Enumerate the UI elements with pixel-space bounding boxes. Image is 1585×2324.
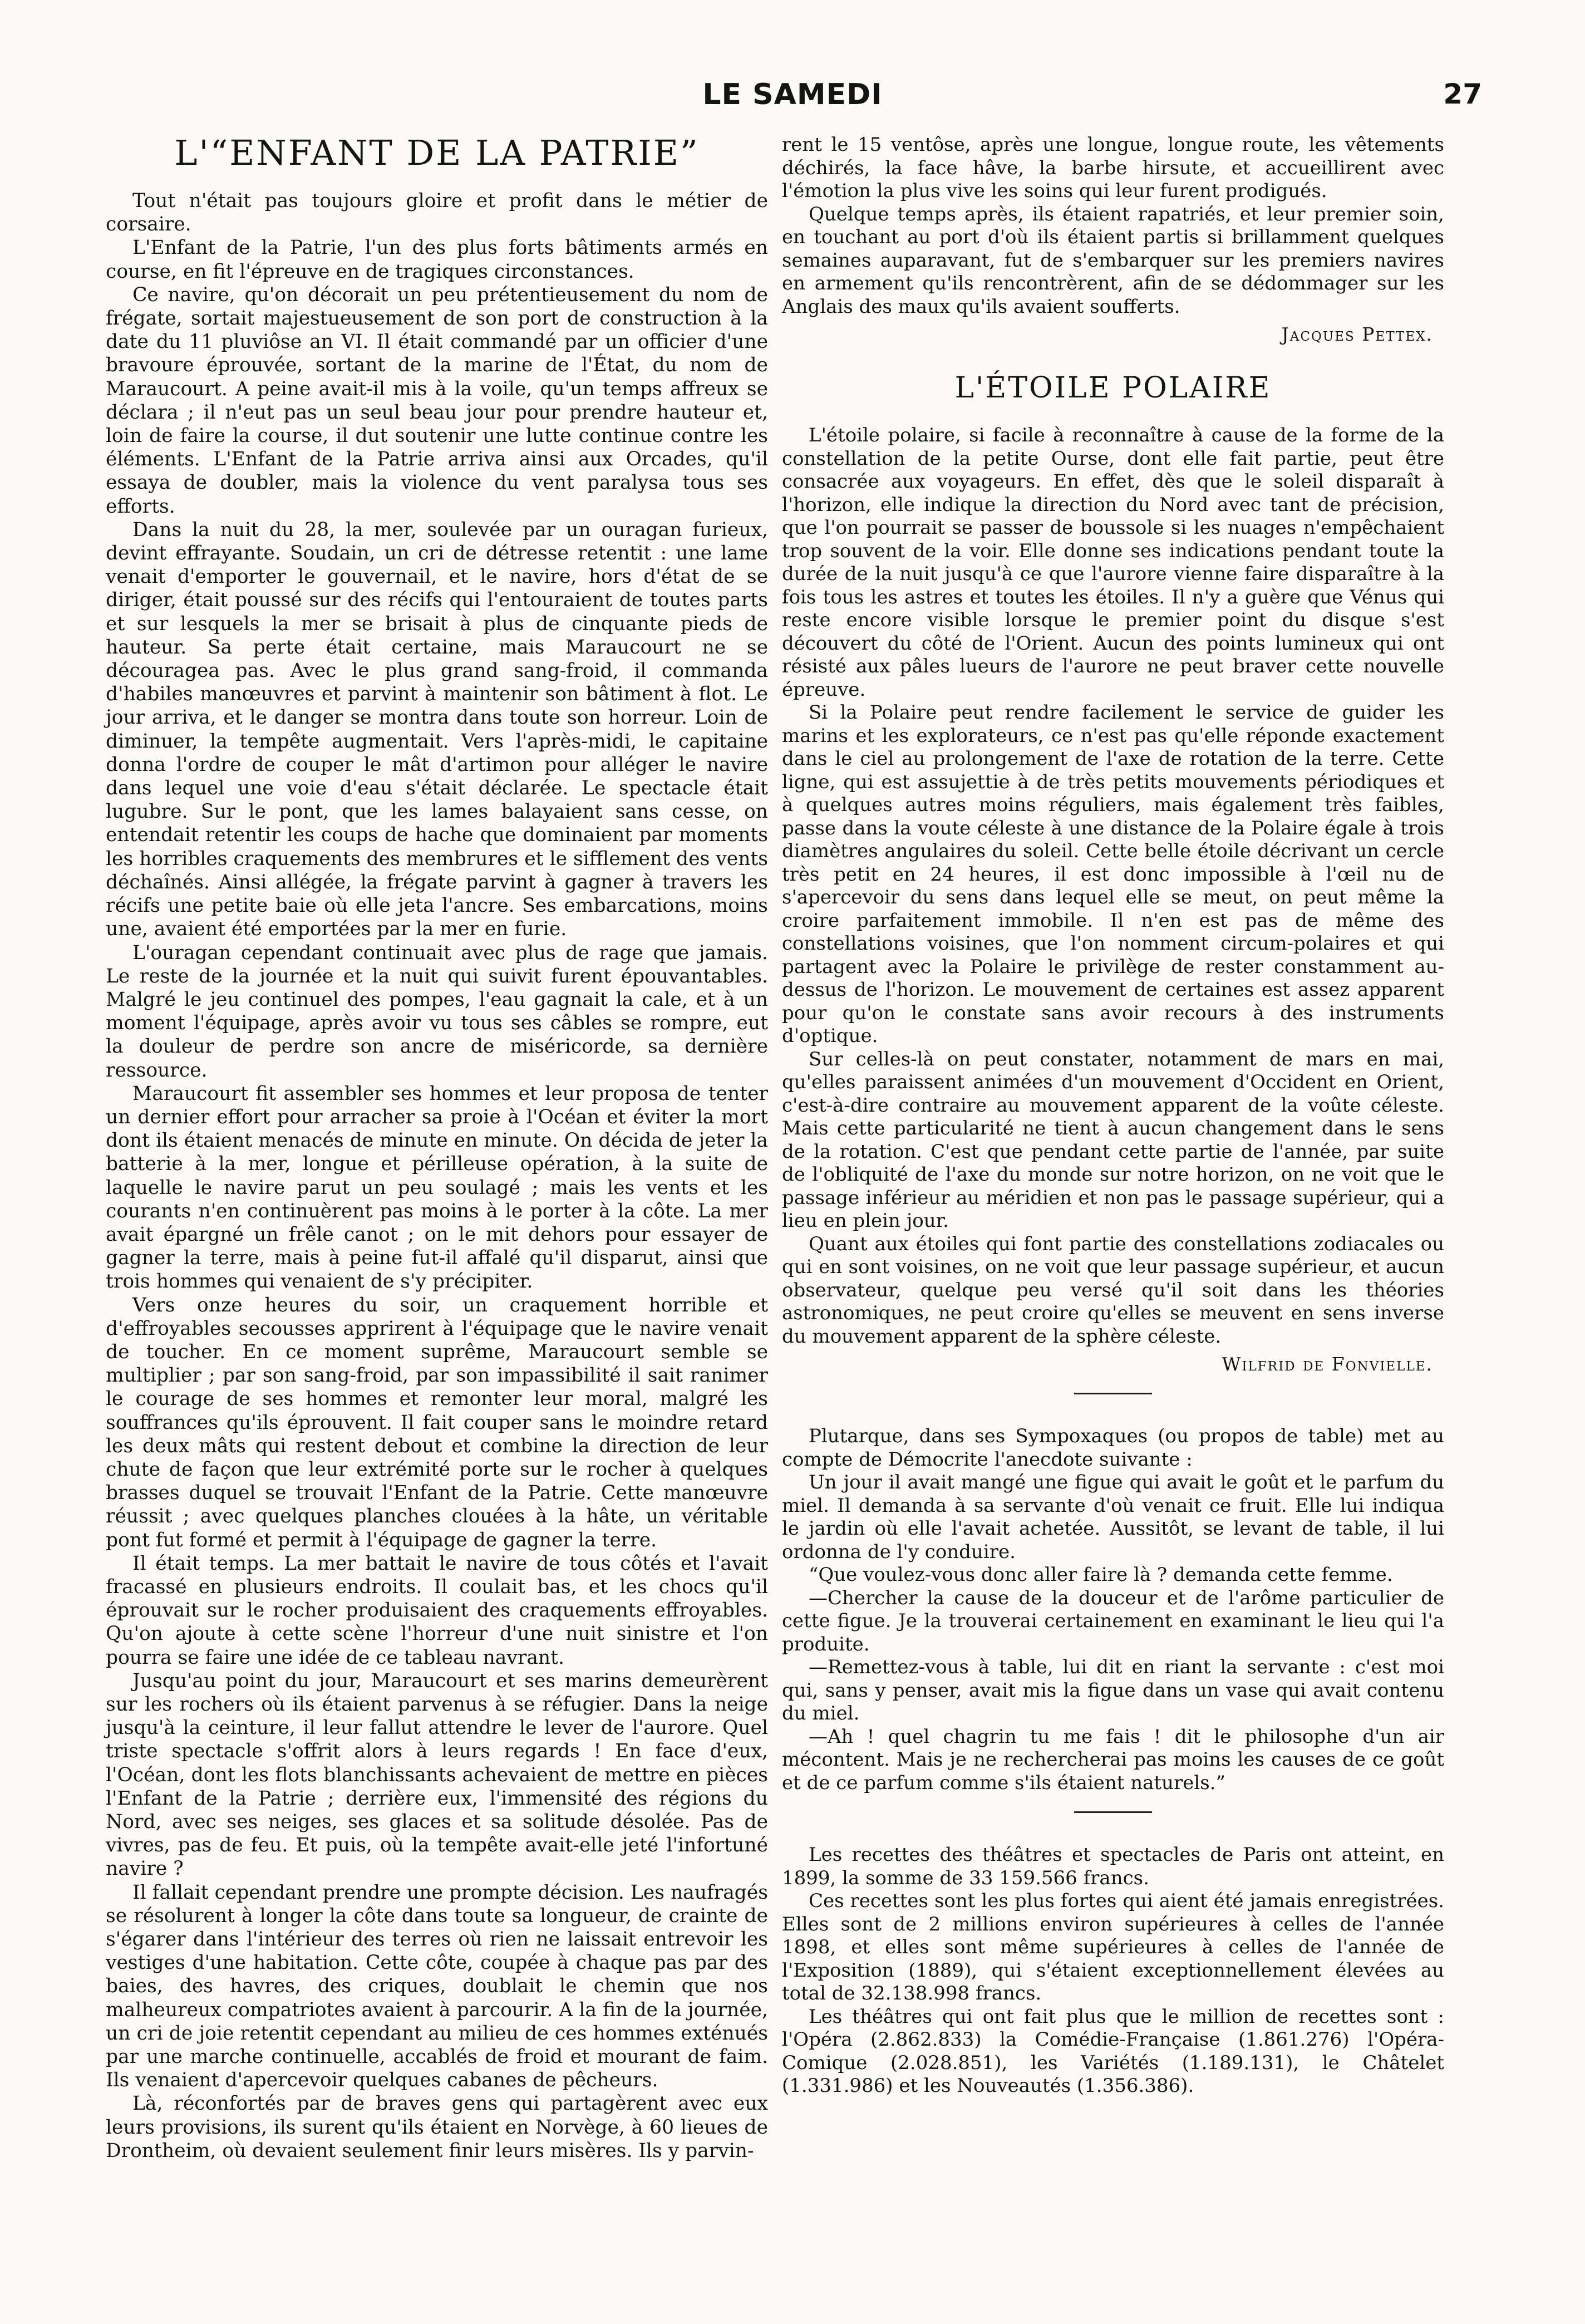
right-column [782,134,1444,2098]
paragraph: —Remettez-vous à table, lui dit en riant la servante : c'est moi qui, sans y penser, avait mis la figue dans un vase qui avait contenu du miel. [782,1656,1444,1725]
running-title: LE SAMEDI [702,78,883,111]
article-title-enfant: L'“ENFANT DE LA PATRIE” [174,132,700,173]
section-divider [1074,1393,1152,1394]
paragraph: Un jour il avait mangé une figue qui avait le goût et le parfum du miel. Il demanda à sa servante d'où venait ce fruit. Elle lui indiqua le jardin où elle l'avait achetée. Aussitôt, se levant de table, il lui ordonna de l'y conduire. [782,1471,1444,1563]
paragraph: Tout n'était pas toujours gloire et profit dans le métier de corsaire. [106,190,768,236]
paragraph: L'étoile polaire, si facile à reconnaître à cause de la forme de la constellation de la petite Ourse, dont elle fait partie, peut être consacrée aux voyageurs. En effet, dès que le soleil disparaît à l'horizon, elle indique la direction du Nord avec tant de précision, que l'on pourrait se passer de boussole si les nuages n'empêchaient trop souvent de la voir. Elle donne ses indications pendant toute la durée de la nuit jusqu'à ce que l'aurore vienne faire disparaître à la fois tous les astres et toutes les étoiles. Il n'y a guère que Vénus qui reste encore visible lorsque le premier point du disque s'est découvert du côté de l'Orient. Aucun des points lumineux qui ont résisté aux pâles lueurs de l'aurore ne peut braver cette nouvelle épreuve. [782,424,1444,701]
author-signature: Jacques Pettex. [1281,323,1433,345]
paragraph: Sur celles-là on peut constater, notamment de mars en mai, qu'elles paraissent animées d'un mouvement d'Occident en Orient, c'est-à-dire contraire au mouvement apparent de la voûte céleste. Mais cette particularité ne tient à aucun changement dans le sens de la rotation. C'est que pendant cette partie de l'année, par suite de l'obliquité de l'axe du monde sur notre horizon, on ne voit que le passage inférieur au méridien et non pas le passage supérieur, qui a lieu en plein jour. [782,1048,1444,1232]
page-number: 27 [1443,78,1482,110]
page-header [103,78,1482,128]
paragraph: Les théâtres qui ont fait plus que le million de recettes sont : l'Opéra (2.862.833) la Comédie-Française (1.861.276) l'Opéra-Comique (2.028.851), les Variétés (1.189.131), le Châtelet (1.331.986) et les Nouveautés (1.356.386). [782,2005,1444,2097]
paragraph: —Chercher la cause de la douceur et de l'arôme particulier de cette figue. Je la trouverai certainement en examinant le lieu qui l'a produite. [782,1586,1444,1655]
paragraph: Si la Polaire peut rendre facilement le service de guider les marins et les explorateurs, ce n'est pas qu'elle réponde exactement dans le ciel au prolongement de l'axe de rotation de la terre. Cette ligne, qui est assujettie à de très petits mouvements périodiques et à quelques autres moins réguliers, mais également très faibles, passe dans la voute céleste à une distance de la Polaire égale à trois diamètres angulaires du soleil. Cette belle étoile décrivant un cercle très petit en 24 heures, il est donc impossible à l'œil nu de s'apercevoir du sens dans lequel elle se meut, on peut même la croire parfaitement immobile. Il n'en est pas de même des constellations voisines, que l'on nomment circum-polaires et qui partagent avec la Polaire le privilège de rester constamment au-dessus de l'horizon. Le mouvement de certaines est assez apparent pour qu'on le constate sans avoir recours à des instruments d'optique. [782,701,1444,1048]
paragraph: Vers onze heures du soir, un craquement horrible et d'effroyables secousses apprirent à l'équipage que le navire venait de toucher. En ce moment suprême, Maraucourt semble se multiplier ; par son sang-froid, par son impassibilité il sait ranimer le courage de ses hommes et remonter leur moral, malgré les souffrances qu'ils éprouvent. Il fait couper sans le moindre retard les deux mâts qui restent debout et combine la direction de leur chute de façon que leur extrémité porte sur le rocher à quelques brasses duquel se trouvait l'Enfant de la Patrie. Cette manœuvre réussit ; avec quelques planches clouées à la hâte, un véritable pont fut formé et permit à l'équipage de gagner la terre. [106,1294,768,1551]
paragraph: —Ah ! quel chagrin tu me fais ! dit le philosophe d'un air mécontent. Mais je ne rechercherai pas moins les causes de ce goût et de ce parfum comme s'ils étaient naturels.” [782,1725,1444,1794]
paragraph: Plutarque, dans ses Sympoxaques (ou propos de table) met au compte de Démocrite l'anecdote suivante : [782,1425,1444,1471]
paragraph: Jusqu'au point du jour, Maraucourt et ses marins demeurèrent sur les rochers où ils étaient parvenus à se réfugier. Dans la neige jusqu'à la ceinture, il leur fallut attendre le lever de l'aurore. Quel triste spectacle s'offrit alors à leurs regards ! En face d'eux, l'Océan, dont les flots blanchissants achevaient de mettre en pièces l'Enfant de la Patrie ; derrière eux, l'immensité des régions du Nord, avec ses neiges, ses glaces et sa solitude désolée. Pas de vivres, pas de feu. Et puis, où la tempête avait-elle jeté l'infortuné navire ? [106,1669,768,1880]
paragraph: Quant aux étoiles qui font partie des constellations zodiacales ou qui en sont voisines, on ne voit que leur passage supérieur, et aucun observateur, quelque peu versé qu'il soit dans les théories astronomiques, ne peut croire qu'elles se meuvent en sens inverse du mouvement apparent de la sphère céleste. [782,1232,1444,1348]
left-column [106,134,768,2163]
paragraph: rent le 15 ventôse, après une longue, longue route, les vêtements déchirés, la face hâve, la barbe hirsute, et accueillirent avec l'émotion la plus vive les soins qui leur furent prodigués. [782,134,1444,202]
paragraph: Maraucourt fit assembler ses hommes et leur proposa de tenter un dernier effort pour arracher sa proie à l'Océan et éviter la mort dont ils étaient menacés de minute en minute. On décida de jeter la batterie à la mer, longue et périlleuse opération, à la suite de laquelle le navire parut un peu soulagé ; mais les vents et les courants n'en continuèrent pas moins à le porter à la côte. La mer avait épargné un frêle canot ; on le mit dehors pour essayer de gagner la terre, mais à peine fut-il affalé qu'il disparut, ainsi que trois hommes qui venaient de s'y précipiter. [106,1082,768,1293]
author-signature: Wilfrid de Fonvielle. [1222,1353,1433,1375]
section-divider [1074,1811,1152,1813]
paragraph: Dans la nuit du 28, la mer, soulevée par un ouragan furieux, devint effrayante. Soudain, un cri de détresse retentit : une lame venait d'emporter le gouvernail, et le navire, hors d'état de se diriger, était poussé sur des récifs qui l'entouraient de toutes parts et sur lesquels la mer se brisait à plus de cinquante pieds de hauteur. Sa perte était certaine, mais Maraucourt ne se découragea pas. Avec le plus grand sang-froid, il commanda d'habiles manœuvres et parvint à maintenir son bâtiment à flot. Le jour arriva, et le danger se montra dans toute son horreur. Loin de diminuer, la tempête augmentait. Vers l'après-midi, le capitaine donna l'ordre de couper le mât d'artimon pour alléger le navire dans lequel une voie d'eau s'était déclarée. Le spectacle était lugubre. Sur le pont, que les lames balayaient sans cesse, on entendait retentir les coups de hache que dominaient par moments les horribles craquements des membrures et le sifflement des vents déchaînés. Ainsi allégée, la frégate parvint à gagner à travers les récifs une petite baie où elle jeta l'ancre. Ses embarcations, moins une, avaient été emportées par la mer en furie. [106,518,768,941]
paragraph: Ces recettes sont les plus fortes qui aient été jamais enregistrées. Elles sont de 2 millions environ supérieures à celles de l'année 1898, et elles sont même supérieures à celles de l'année de l'Exposition (1889), qui s'étaient exceptionnellement élevées au total de 32.138.998 francs. [782,1890,1444,2005]
paragraph: Quelque temps après, ils étaient rapatriés, et leur premier soin, en touchant au port d'où ils étaient partis si brillamment quelques semaines auparavant, fut de s'embarquer sur les premiers navires en armement qu'ils rencontrèrent, afin de se dédommager sur les Anglais des maux qu'ils avaient soufferts. [782,203,1444,318]
paragraph: Là, réconfortés par de braves gens qui partagèrent avec eux leurs provisions, ils surent qu'ils étaient en Norvège, à 60 lieues de Drontheim, où devaient seulement finir leurs misères. Ils y parvin- [106,2092,768,2162]
paragraph: Les recettes des théâtres et spectacles de Paris ont atteint, en 1899, la somme de 33 159.566 francs. [782,1844,1444,1889]
paragraph: “Que voulez-vous donc aller faire là ? demanda cette femme. [809,1564,1393,1586]
paragraph: L'Enfant de la Patrie, l'un des plus forts bâtiments armés en course, en fit l'épreuve en de tragiques circonstances. [106,237,768,283]
paragraph: Ce navire, qu'on décorait un peu prétentieusement du nom de frégate, sortait majestueusement de son port de construction à la date du 11 pluviôse an VI. Il était commandé par un officier d'une bravoure éprouvée, sortant de la marine de l'État, du nom de Maraucourt. A peine avait-il mis à la voile, qu'un temps affreux se déclara ; il n'eut pas un seul beau jour pour prendre hauteur et, loin de faire la course, il dut soutenir une lutte continue contre les éléments. L'Enfant de la Patrie arriva ainsi aux Orcades, qu'il essaya de doubler, mais la violence du vent paralysa tous ses efforts. [106,283,768,518]
paragraph: Il était temps. La mer battait le navire de tous côtés et l'avait fracassé en plusieurs endroits. Il coulait bas, et les chocs qu'il éprouvait sur le rocher produisaient des craquements effroyables. Qu'on ajoute à cette scène l'horreur d'une nuit sinistre et l'on pourra se faire une idée de ce tableau navrant. [106,1552,768,1669]
paragraph: L'ouragan cependant continuait avec plus de rage que jamais. Le reste de la journée et la nuit qui suivit furent épouvantables. Malgré le jeu continuel des pompes, l'eau gagnait la cale, et à un moment l'équipage, après avoir vu tous ses câbles se rompre, eut la douleur de perdre son ancre de miséricorde, sa dernière ressource. [106,941,768,1082]
paragraph: Il fallait cependant prendre une prompte décision. Les naufragés se résolurent à longer la côte dans toute sa longueur, de crainte de s'égarer dans l'intérieur des terres où rien ne laissait entrevoir les vestiges d'une habitation. Cette côte, coupée à chaque pas par des baies, des havres, des criques, doublait le chemin que nos malheureux compatriotes avaient à parcourir. A la fin de la journée, un cri de joie retentit cependant au milieu de ces hommes exténués par une marche continuelle, accablés de froid et mourant de faim. Ils venaient d'apercevoir quelques cabanes de pêcheurs. [106,1881,768,2092]
article-title-etoile: L'ÉTOILE POLAIRE [954,371,1272,405]
